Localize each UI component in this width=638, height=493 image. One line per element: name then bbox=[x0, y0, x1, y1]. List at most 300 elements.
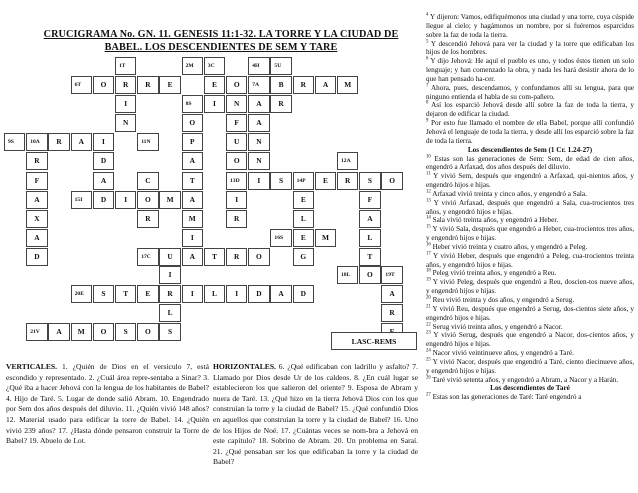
crossword-cell bbox=[137, 76, 158, 94]
cell-letter: R bbox=[345, 176, 351, 185]
cell-letter: I bbox=[168, 270, 172, 279]
bible-verse bbox=[426, 40, 634, 58]
crossword-cell bbox=[182, 210, 203, 228]
clue-number: 4H bbox=[252, 63, 260, 69]
crossword-cell bbox=[293, 191, 314, 209]
cell-letter: S bbox=[101, 289, 106, 298]
crossword-cell bbox=[248, 114, 269, 132]
crossword-cell bbox=[248, 285, 269, 303]
verse-number: 27 bbox=[426, 392, 431, 398]
clue-number: 17C bbox=[141, 254, 151, 260]
crossword-cell bbox=[359, 191, 380, 209]
crossword-cell bbox=[26, 210, 47, 228]
verse-text: Y vivió Peleg, después que engendró a Reu, doscien-tos nueve años, y engendró hijos e hijas. bbox=[426, 278, 634, 296]
verse-text: Nacor vivió veintinueve años, y engendró a Taré. bbox=[430, 349, 574, 358]
bible-verse bbox=[426, 252, 634, 270]
cell-letter: S bbox=[367, 176, 372, 185]
verse-number: 17 bbox=[426, 251, 431, 257]
cell-letter: X bbox=[34, 214, 40, 223]
verse-number: 4 bbox=[426, 12, 429, 18]
clue-number: 14P bbox=[296, 178, 306, 184]
verse-text: Por esto fue llamado el nombre de ella Babel, porque allí confundió Jehová el lenguaje de toda la tierra, y desde allí los esparció sobre la faz de toda la tierra. bbox=[426, 119, 634, 145]
verse-number: 8 bbox=[426, 101, 429, 107]
verse-number: 14 bbox=[426, 216, 431, 222]
cell-letter: O bbox=[100, 327, 107, 336]
bible-verse bbox=[426, 349, 634, 358]
clue-number: 7A bbox=[252, 82, 260, 88]
cell-letter: F bbox=[367, 195, 373, 204]
horizontales-heading: HORIZONTALES. bbox=[213, 362, 276, 371]
crossword-cell bbox=[248, 57, 269, 75]
clue-number: 15I bbox=[74, 197, 83, 203]
verse-text: Y vivió Sala, después que engendró a Heber, cua-trocientos tres años, y engendró hijos e hijas. bbox=[426, 225, 634, 243]
cell-letter: G bbox=[300, 252, 307, 261]
cell-letter: O bbox=[233, 80, 240, 89]
bible-verse bbox=[426, 57, 634, 84]
cell-letter: C bbox=[145, 176, 151, 185]
crossword-cell bbox=[270, 285, 291, 303]
verse-number: 12 bbox=[426, 189, 431, 195]
bible-text bbox=[426, 13, 634, 402]
cell-letter: A bbox=[256, 99, 262, 108]
cell-letter: R bbox=[56, 137, 62, 146]
section-heading: Los descendientes de Sem (1 Cr. 1.24-27) bbox=[467, 145, 593, 154]
crossword-cell bbox=[337, 266, 358, 284]
crossword-cell bbox=[93, 285, 114, 303]
verse-number: 15 bbox=[426, 224, 431, 230]
crossword-cell bbox=[359, 210, 380, 228]
cell-letter: O bbox=[389, 176, 395, 185]
cell-letter: A bbox=[34, 195, 40, 204]
cell-letter: R bbox=[234, 214, 240, 223]
cell-letter: I bbox=[235, 195, 239, 204]
cell-letter: E bbox=[323, 176, 328, 185]
crossword-cell bbox=[71, 191, 92, 209]
cell-letter: T bbox=[367, 252, 373, 261]
crossword-cell bbox=[293, 210, 314, 228]
cell-letter: S bbox=[123, 327, 128, 336]
cell-letter: F bbox=[234, 118, 239, 127]
cell-letter: I bbox=[213, 99, 216, 108]
crossword-cell bbox=[26, 133, 47, 151]
cell-letter: O bbox=[145, 195, 151, 204]
clue-number: 16S bbox=[274, 235, 284, 241]
crossword-cell bbox=[248, 248, 269, 266]
cell-letter: A bbox=[34, 233, 40, 242]
cell-letter: I bbox=[257, 176, 261, 185]
cell-letter: I bbox=[235, 289, 239, 298]
crossword-cell bbox=[93, 133, 114, 151]
crossword-cell bbox=[182, 133, 203, 151]
crossword-cell bbox=[26, 191, 47, 209]
verticales-text: 1. ¿Quién de Dios en el versículo 7, está escondido y representado. 2. ¿Cuál área repre-sentaba a Sinar? 3. ¿Qué iba a hacer Jehová con la lengua de los habitantes de Babel? 4. Hijo de Taré. 5. Lugar de donde salió Abram. 10. Engendrado por Sem dos años después del diluvio. 11. ¿Quién vivió 148 años? 12. Material usado para edificar la torre de Babel. 14. ¿Quién vivió 239 años? 17. ¿Hasta dónde pensaron construir la Torre de Babel? 19. Abuelo de Lot. bbox=[6, 362, 209, 446]
bible-verse bbox=[426, 199, 634, 217]
crossword-cell bbox=[182, 229, 203, 247]
crossword-cell bbox=[115, 95, 136, 113]
bible-verse bbox=[426, 119, 634, 146]
crossword-cell bbox=[4, 133, 25, 151]
crossword-cell bbox=[159, 266, 180, 284]
clue-number: 6T bbox=[74, 82, 82, 88]
verse-number: 21 bbox=[426, 304, 431, 310]
bible-verse bbox=[426, 155, 634, 173]
crossword-cell bbox=[337, 76, 358, 94]
crossword-cell bbox=[182, 57, 203, 75]
clue-number: 13D bbox=[230, 178, 240, 184]
cell-letter: R bbox=[145, 80, 151, 89]
crossword-cell bbox=[293, 285, 314, 303]
clue-number: 20E bbox=[74, 291, 84, 297]
verse-number: 13 bbox=[426, 198, 431, 204]
crossword-cell bbox=[182, 95, 203, 113]
clue-number: 18L bbox=[341, 272, 351, 278]
crossword-cell bbox=[359, 248, 380, 266]
crossword-cell bbox=[270, 172, 291, 190]
crossword-cell bbox=[293, 229, 314, 247]
crossword-cell bbox=[26, 229, 47, 247]
crossword-cell bbox=[182, 248, 203, 266]
cell-letter: N bbox=[234, 99, 240, 108]
crossword-cell bbox=[137, 191, 158, 209]
bible-verse bbox=[426, 225, 634, 243]
bible-verse bbox=[426, 84, 634, 102]
cell-letter: A bbox=[189, 195, 195, 204]
clue-number: 9S bbox=[8, 139, 14, 145]
verse-number: 11 bbox=[426, 171, 431, 177]
verse-text: Heber vivió treinta y cuatro años, y engendró a Peleg. bbox=[430, 242, 588, 251]
cell-letter: D bbox=[34, 252, 40, 261]
verse-number: 5 bbox=[426, 39, 429, 45]
crossword-cell bbox=[315, 76, 336, 94]
bible-verse bbox=[426, 358, 634, 376]
bible-verse bbox=[426, 296, 634, 305]
cell-letter: R bbox=[389, 308, 395, 317]
crossword-cell bbox=[26, 323, 47, 341]
bible-verse bbox=[426, 13, 634, 40]
crossword-cell bbox=[248, 172, 269, 190]
cell-letter: O bbox=[145, 327, 151, 336]
title-line-1: CRUCIGRAMA No. GN. 11. GENESIS 11:1-32. LA TORRE Y LA CIUDAD DE bbox=[43, 29, 399, 40]
cell-letter: P bbox=[190, 137, 195, 146]
verse-text: Y dijeron: Vamos, edifiquémonos una ciudad y una torre, cuya cúspide llegue al cielo; y hagámonos un nombre, por si fuéremos esparcidos sobre la faz de toda la tierra. bbox=[426, 13, 634, 39]
cell-letter: O bbox=[367, 270, 373, 279]
verse-text: Y dijo Jehová: He aquí el pueblo es uno, y todos éstos tienen un solo lenguaje; y han comenzado la obra, y nada les hará desistir ahora de lo que han pensado ha-cer. bbox=[426, 57, 634, 83]
bible-verse bbox=[426, 172, 634, 190]
crossword-cell bbox=[248, 95, 269, 113]
cell-letter: I bbox=[190, 233, 194, 242]
verse-text: Y vivió Serug, después que engendró a Nacor, dos-cientos años, y engendró hijos e hijas. bbox=[426, 331, 634, 349]
verse-text: Taré vivió setenta años, y engendró a Abram, a Nacor y a Harán. bbox=[430, 375, 619, 384]
crossword-cell bbox=[226, 133, 247, 151]
verse-text: Reu vivió treinta y dos años, y engendró a Serug. bbox=[430, 296, 575, 304]
crossword-cell bbox=[48, 133, 69, 151]
clue-number: 12A bbox=[341, 158, 351, 164]
clue-number: 2M bbox=[185, 63, 194, 69]
crossword-cell bbox=[337, 152, 358, 170]
cell-letter: E bbox=[167, 80, 173, 89]
crossword-cell bbox=[381, 285, 402, 303]
crossword-cell bbox=[93, 323, 114, 341]
crossword-cell bbox=[159, 285, 180, 303]
cell-letter: O bbox=[100, 80, 107, 89]
cell-letter: S bbox=[279, 176, 284, 185]
crossword-cell bbox=[226, 152, 247, 170]
verticales-heading: VERTICALES. bbox=[6, 362, 58, 371]
clue-number: 10A bbox=[30, 139, 40, 145]
verse-number: 10 bbox=[426, 154, 431, 160]
cell-letter: B bbox=[278, 80, 284, 89]
crossword-cell bbox=[381, 304, 402, 322]
crossword-cell bbox=[137, 133, 158, 151]
cell-letter: R bbox=[145, 214, 151, 223]
clue-number: 5U bbox=[274, 63, 282, 69]
bible-verse bbox=[426, 305, 634, 323]
crossword-cell bbox=[159, 323, 180, 341]
cell-letter: A bbox=[322, 80, 329, 89]
crossword-cell bbox=[359, 266, 380, 284]
crossword-cell bbox=[293, 248, 314, 266]
cell-letter: T bbox=[123, 289, 129, 298]
crossword-cell bbox=[137, 248, 158, 266]
verse-number: 16 bbox=[426, 242, 431, 248]
clue-number: 19T bbox=[385, 272, 395, 278]
cell-letter: N bbox=[123, 118, 129, 127]
bible-verse bbox=[426, 190, 634, 199]
crossword-cell bbox=[93, 152, 114, 170]
title-line-2: BABEL. LOS DESCENDIENTES DE SEM Y TARE bbox=[104, 42, 338, 53]
clue-number: 3C bbox=[207, 63, 215, 69]
crossword-cell bbox=[226, 114, 247, 132]
cell-letter: E bbox=[300, 233, 306, 242]
verse-text: Y vivió Arfaxad, después que engendró a Sala, cua-trocientos tres años, y engendró hijos e hijas. bbox=[426, 198, 634, 216]
cell-letter: A bbox=[256, 118, 262, 127]
verticales-clues bbox=[6, 362, 209, 447]
crossword-cell bbox=[182, 114, 203, 132]
crossword-cell bbox=[315, 172, 336, 190]
crossword-cell bbox=[226, 76, 247, 94]
cell-letter: A bbox=[56, 327, 62, 336]
horizontales-text: 6. ¿Qué edificaban con ladrillo y asfalto? 7. Llamado por Dios desde Ur de los caldeos. 8. ¿En cuál lugar se establecieron los que salieron del oriente? 9. Esposa de Abram y nuera de Taré. 13. ¿Qué hizo en la tierra Jehová Dios con los que construían la torre y la ciudad de Babel? 15. ¿Qué confundió Dios en aquellos que construían la torre y la ciudad de Babel? 16. Uno de los Hijos de Noé. 17. ¿Cuántas veces se nom-bra a Jehová en este capítulo? 18. Sobrino de Abram. 20. Un problema en Saraí. 21. ¿Qué pensaban ser los que edificaban la torre y la ciudad de Babel? bbox=[213, 362, 418, 467]
horizontales-clues bbox=[213, 362, 418, 468]
crossword-cell bbox=[93, 191, 114, 209]
crossword-cell bbox=[248, 133, 269, 151]
verse-number: 20 bbox=[426, 295, 431, 301]
bible-verse bbox=[426, 216, 634, 225]
section-heading: Los descendientes de Taré bbox=[490, 384, 570, 393]
crossword-cell bbox=[71, 133, 92, 151]
cell-letter: D bbox=[100, 195, 107, 204]
cell-letter: F bbox=[34, 176, 40, 185]
clue-number: 1T bbox=[119, 63, 126, 69]
verse-text: Sala vivió treinta años, y engendró a Heber. bbox=[430, 216, 559, 225]
crossword-cell bbox=[226, 285, 247, 303]
crossword-cell bbox=[293, 172, 314, 190]
crossword-cell bbox=[159, 191, 180, 209]
cell-letter: L bbox=[167, 308, 173, 317]
cell-letter: M bbox=[188, 214, 196, 223]
cell-letter: A bbox=[389, 289, 395, 298]
verse-text: Así los esparció Jehová desde allí sobre la faz de toda la tierra, y dejaron de edificar la ciudad. bbox=[426, 101, 634, 119]
crossword-cell bbox=[315, 229, 336, 247]
crossword-cell bbox=[182, 191, 203, 209]
clue-number: 8S bbox=[185, 101, 192, 107]
crossword-cell bbox=[182, 285, 203, 303]
verse-number: 25 bbox=[426, 357, 431, 363]
crossword-cell bbox=[293, 76, 314, 94]
crossword-cell bbox=[115, 114, 136, 132]
cell-letter: D bbox=[100, 156, 107, 165]
crossword-cell bbox=[204, 248, 225, 266]
verse-number: 19 bbox=[426, 277, 431, 283]
crossword-cell bbox=[204, 57, 225, 75]
crossword-cell bbox=[226, 172, 247, 190]
cell-letter: D bbox=[300, 289, 306, 298]
crossword-cell bbox=[381, 266, 402, 284]
bible-verse bbox=[426, 376, 634, 385]
crossword-cell bbox=[48, 323, 69, 341]
crossword-cell bbox=[270, 57, 291, 75]
cell-letter: M bbox=[166, 195, 174, 204]
verse-number: 6 bbox=[426, 56, 429, 62]
cell-letter: A bbox=[78, 137, 84, 146]
crossword-cell bbox=[137, 323, 158, 341]
cell-letter: R bbox=[234, 252, 240, 261]
crossword-cell bbox=[159, 304, 180, 322]
cell-letter: U bbox=[167, 252, 173, 261]
cell-letter: R bbox=[123, 80, 129, 89]
cell-letter: O bbox=[189, 118, 196, 127]
bible-verse bbox=[426, 278, 634, 296]
crossword-cell bbox=[137, 172, 158, 190]
verse-number: 22 bbox=[426, 322, 431, 328]
cell-letter: S bbox=[168, 327, 173, 336]
cell-letter: O bbox=[233, 156, 240, 165]
bible-verse bbox=[426, 269, 634, 278]
cell-letter: A bbox=[278, 289, 284, 298]
cell-letter: E bbox=[300, 195, 306, 204]
crossword-cell bbox=[248, 152, 269, 170]
crossword-cell bbox=[137, 210, 158, 228]
cell-letter: R bbox=[167, 289, 173, 298]
cell-letter: D bbox=[256, 289, 262, 298]
cell-letter: I bbox=[102, 137, 105, 146]
cell-letter: A bbox=[189, 252, 195, 261]
crossword-cell bbox=[226, 248, 247, 266]
cell-letter: A bbox=[100, 176, 107, 185]
bible-verse bbox=[426, 331, 634, 349]
crossword-cell bbox=[93, 172, 114, 190]
lasc-label: LASC-REMS bbox=[331, 332, 417, 350]
crossword-cell bbox=[71, 285, 92, 303]
crossword-cell bbox=[359, 229, 380, 247]
cell-letter: L bbox=[212, 289, 217, 298]
crossword-cell bbox=[93, 76, 114, 94]
verse-number: 9 bbox=[426, 118, 429, 124]
crossword-cell bbox=[115, 285, 136, 303]
crossword-cell bbox=[226, 191, 247, 209]
verse-number: 26 bbox=[426, 375, 431, 381]
cell-letter: T bbox=[189, 176, 195, 185]
crossword-cell bbox=[159, 248, 180, 266]
cell-letter: I bbox=[124, 99, 128, 108]
verse-text: Y vivió Nacor, después que engendró a Taré, ciento diecinueve años, y engendró hijos e hijas. bbox=[426, 357, 634, 375]
crossword-cell bbox=[270, 76, 291, 94]
verse-text: Y vivió Reu, después que engendró a Serug, dos-cientos siete años, y engendró hijos e hijas. bbox=[426, 304, 634, 322]
bible-verse bbox=[426, 101, 634, 119]
crossword-cell bbox=[115, 76, 136, 94]
cell-letter: N bbox=[256, 137, 262, 146]
cell-letter: T bbox=[212, 252, 217, 261]
cell-letter: M bbox=[344, 80, 352, 89]
cell-letter: I bbox=[124, 195, 128, 204]
clue-number: 21V bbox=[30, 329, 40, 335]
crossword-cell bbox=[182, 172, 203, 190]
crossword-cell bbox=[270, 229, 291, 247]
cell-letter: A bbox=[189, 156, 195, 165]
cell-letter: N bbox=[256, 156, 262, 165]
cell-letter: R bbox=[34, 156, 40, 165]
verse-text: Y vivió Heber, después que engendró a Peleg, cua-trocientos treinta años, y engendró hijos e hijas. bbox=[426, 251, 634, 269]
crossword-cell bbox=[26, 248, 47, 266]
crossword-cell bbox=[26, 172, 47, 190]
crossword-cell bbox=[115, 191, 136, 209]
cell-letter: E bbox=[212, 80, 217, 89]
verse-number: 23 bbox=[426, 330, 431, 336]
cell-letter: L bbox=[300, 214, 306, 223]
crossword-cell bbox=[137, 285, 158, 303]
crossword-cell bbox=[71, 323, 92, 341]
cell-letter: I bbox=[190, 289, 194, 298]
crossword-cell bbox=[270, 95, 291, 113]
crossword-cell bbox=[359, 172, 380, 190]
bible-verse bbox=[426, 243, 634, 252]
cell-letter: A bbox=[367, 214, 373, 223]
cell-letter: R bbox=[300, 80, 306, 89]
cell-letter: O bbox=[256, 252, 262, 261]
crossword-cell bbox=[226, 210, 247, 228]
verse-text: Arfaxad vivió treinta y cinco años, y engendró a Sala. bbox=[430, 189, 587, 198]
crossword-cell bbox=[204, 95, 225, 113]
crossword-cell bbox=[226, 95, 247, 113]
verse-number: 18 bbox=[426, 269, 431, 275]
crossword-cell bbox=[71, 76, 92, 94]
crossword-cell bbox=[115, 323, 136, 341]
verse-text: Ahora, pues, descendamos, y confundamos allí su lengua, para que ninguno entienda el habla de su com-pañero. bbox=[426, 83, 634, 101]
crossword-cell bbox=[204, 285, 225, 303]
verse-text: Serug vivió treinta años, y engendró a Nacor. bbox=[430, 322, 563, 331]
crossword-cell bbox=[381, 172, 402, 190]
crossword-cell bbox=[26, 152, 47, 170]
clue-number: 11N bbox=[141, 139, 151, 145]
verse-number: 7 bbox=[426, 83, 429, 89]
verse-text: Estas son las generaciones de Taré: Taré engendró a bbox=[430, 393, 582, 402]
verse-text: Y vivió Sem, después que engendró a Arfaxad, qui-nientos años, y engendró hijos e hijas. bbox=[426, 172, 634, 190]
crossword-cell bbox=[159, 76, 180, 94]
verse-number: 24 bbox=[426, 348, 431, 354]
verse-text: Estas son las generaciones de Sem: Sem, de edad de cien años, engendró a Arfaxad, dos años después del diluvio. bbox=[426, 154, 634, 172]
crossword-cell bbox=[337, 172, 358, 190]
cell-letter: U bbox=[234, 137, 240, 146]
bible-verse bbox=[426, 393, 634, 402]
crossword-cell bbox=[115, 57, 136, 75]
crossword-cell bbox=[248, 76, 269, 94]
cell-letter: R bbox=[278, 99, 284, 108]
verse-text: Y descendió Jehová para ver la ciudad y la torre que edificaban los hijos de los hombres. bbox=[426, 39, 634, 57]
verse-text: Peleg vivió treinta años, y engendró a Reu. bbox=[430, 269, 557, 278]
cell-letter: L bbox=[367, 233, 373, 242]
cell-letter: M bbox=[77, 327, 85, 336]
crossword-cell bbox=[182, 152, 203, 170]
